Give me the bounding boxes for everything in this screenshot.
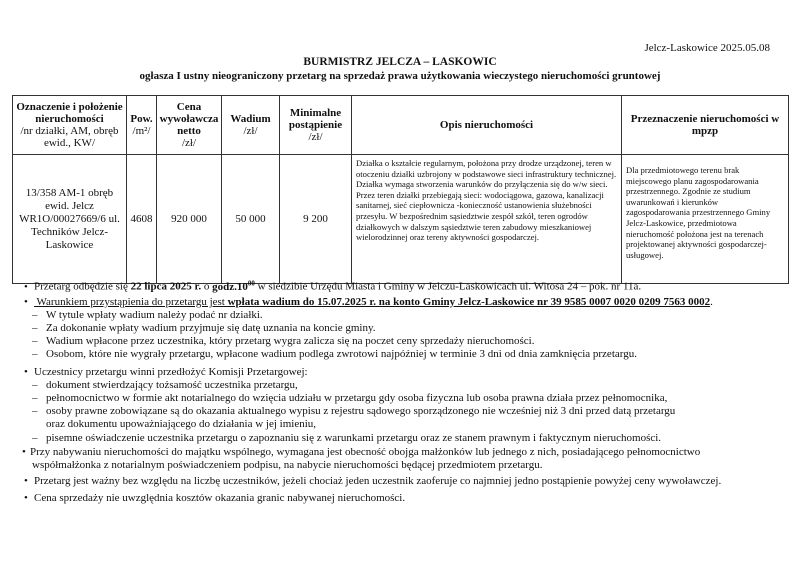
cell-location: 13/358 AM-1 obręb ewid. Jelcz WR1O/00027669/6 ul. Techników Jelcz-Laskowice: [13, 155, 127, 284]
list-item: – pisemne oświadczenie uczestnika przetargu o zapoznaniu się z warunkami przetargu oraz ze stanem prawnym i faktycznym nieruchomości.: [32, 432, 662, 444]
cost-note: • Cena sprzedaży nie uwzględnia kosztów okazania granic nabywanej nieruchomości.: [24, 492, 406, 504]
property-table: [12, 95, 789, 284]
list-item: – pełnomocnictwo w formie akt notarialnego do wzięcia udziału w przetargu gdy osoba fizyczna lub osoba prawna działa przez pełnomocnika,: [32, 392, 668, 404]
spouse-note-continuation: współmałżonka z notarialnym poświadczeniem podpisu, na nabycie nieruchomości będącej przedmiotem przetargu.: [32, 459, 543, 471]
header-area: Pow. /m²/: [127, 96, 157, 155]
header-description: Opis nieruchomości: [352, 96, 622, 155]
cell-min-step: 9 200: [280, 155, 352, 284]
cell-purpose: Dla przedmiotowego terenu brak miejscowego planu zagospodarowania przestrzennego. Zgodnie ze studium uwarunkowań i kierunków zagospodarowania przestrzennego Gminy Jelcz-Laskowice, przedmiotowa nieruchomość położona jest na terenach projektowanej aktywności gospodarczej- usługowej.: [622, 155, 789, 284]
list-item: – osoby prawne zobowiązane są do okazania aktualnego wypisu z rejestru sądowego sporządzonego nie wcześniej niż 3 dni przed datą przetargu: [32, 405, 676, 417]
documents-note: • Uczestnicy przetargu winni przedłożyć Komisji Przetargowej:: [24, 366, 308, 378]
announcement-date: Jelcz-Laskowice 2025.05.08: [644, 42, 770, 54]
table-header-row: [13, 96, 789, 155]
cell-description: Działka o kształcie regularnym, położona przy drodze urządzonej, teren w otoczeniu działki uzbrojony w podstawowe sieci infrastruktury technicznej. Działka wymaga stworzenia warunków do przyłączenia się do w/w sieci. Przez teren działki przebiegają sieci: wodociągowa, gazowa, kanalizacji sanitarnej, sieć ciepłownicza -konieczność ustanowienia służebności przesyłu. W bezpośrednim sąsiedztwie zespół szkół, teren ogrodów działkowych w dalszym sąsiedztwie teren zabudowy mieszkaniowej wielorodzinnej oraz tereny aktywności gospodarczej.: [352, 155, 622, 284]
header-location: Oznaczenie i położenie nieruchomości /nr działki, AM, obręb ewid., KW/: [13, 96, 127, 155]
header-price: Cena wywoławcza netto /zł/: [157, 96, 222, 155]
cell-price: 920 000: [157, 155, 222, 284]
list-item: – W tytule wpłaty wadium należy podać nr działki.: [32, 309, 263, 321]
table-row: [13, 155, 789, 284]
header-deposit: Wadium /zł/: [222, 96, 280, 155]
validity-note: • Przetarg jest ważny bez względu na liczbę uczestników, jeżeli chociaż jeden uczestnik zaoferuje co najmniej jedno postąpienie powyżej ceny wywoławczej.: [24, 475, 722, 487]
cell-area: 4608: [127, 155, 157, 284]
cell-deposit: 50 000: [222, 155, 280, 284]
list-item: – dokument stwierdzający tożsamość uczestnika przetargu,: [32, 379, 298, 391]
announcement-subtitle: ogłasza I ustny nieograniczony przetarg na sprzedaż prawa użytkowania wieczystego nieruchomości gruntowej: [139, 70, 661, 82]
header-purpose: Przeznaczenie nieruchomości w mpzp: [622, 96, 789, 155]
list-item: – Wadium wpłacone przez uczestnika, który przetarg wygra zalicza się na poczet ceny sprzedaży nieruchomości.: [32, 335, 535, 347]
announcement-title: BURMISTRZ JELCZA – LASKOWIC: [303, 56, 497, 68]
auction-note: • Przetarg odbędzie się 22 lipca 2025 r. o $godz.10^{00}$ w siedzibie Urzędu Miasta i Gminy w Jelczu-Laskowicach ul. Witosa 24 – pok. nr 11a.: [24, 279, 642, 293]
deposit-note: • Warunkiem przystąpienia do przetargu jest wpłata wadium do 15.07.2025 r. na konto Gminy Jelcz-Laskowice nr 39 9585 0007 0020 0209 7563 0002.: [24, 296, 713, 308]
list-item-continuation: oraz dokumentu upoważniającego do działania w jej imieniu,: [46, 418, 317, 430]
header-min-step: Minimalne postąpienie /zł/: [280, 96, 352, 155]
list-item: – Osobom, które nie wygrały przetargu, wpłacone wadium podlega zwrotowi najpóźniej w terminie 3 dni od dnia zamknięcia przetargu.: [32, 348, 637, 360]
list-item: – Za dokonanie wpłaty wadium przyjmuje się datę uznania na koncie gminy.: [32, 322, 376, 334]
spouse-note: • Przy nabywaniu nieruchomości do majątku wspólnego, wymagana jest obecność obojga małżonków lub jednego z nich, posiadającego pełnomocnictwo: [22, 446, 701, 458]
